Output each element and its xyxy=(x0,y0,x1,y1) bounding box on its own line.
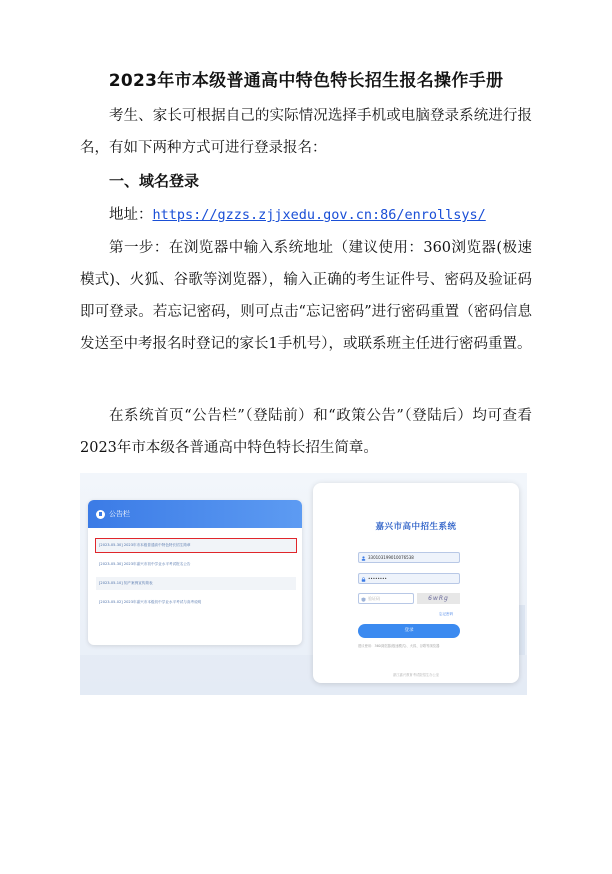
browser-tip: 建议使用：360浏览器(极速模式)、火狐、谷歌等浏览器 xyxy=(358,644,440,648)
address-link[interactable]: https://gzzs.zjjxedu.gov.cn:86/enrollsys/ xyxy=(152,207,486,223)
id-number-field[interactable]: 330103199010076538 xyxy=(358,552,460,563)
login-footer: 浙江嘉兴教育考试院招生办公室 xyxy=(392,673,440,677)
address-line xyxy=(109,199,486,231)
user-icon xyxy=(361,556,366,561)
notice-item[interactable]: [2023-05-10] 知产案例宣传简表 xyxy=(96,577,296,590)
login-system-title: 嘉兴市高中招生系统 xyxy=(375,522,457,532)
intro-paragraph: 考生、家长可根据自己的实际情况选择手机或电脑登录系统进行报名，有如下两种方式可进行登录报名： xyxy=(80,108,532,156)
notice-board-header xyxy=(88,500,302,528)
section-heading-domain-login: 一、域名登录 xyxy=(109,172,200,190)
forgot-password-link[interactable]: 忘记密码 xyxy=(439,612,453,616)
document-title: 2023年市本级普通高中特色特长招生报名操作手册 xyxy=(108,71,504,91)
step1-paragraph: 第一步：在浏览器中输入系统地址（建议使用：360浏览器(极速模式)、火狐、谷歌等浏览器），输入正确的考生证件号、密码及验证码即可登录。若忘记密码，则可点击“忘记密码”进行密码重置（密码信息发送至中考报名时登记的家长1手机号），或联系班主任进行密码重置。 xyxy=(80,240,532,352)
notice-item[interactable]: [2023-05-30] 2023年嘉兴市初中学业水平考试报名公告 xyxy=(99,562,191,566)
shield-icon xyxy=(361,597,366,602)
login-card xyxy=(313,483,519,683)
address-label: 地址： xyxy=(109,207,153,223)
megaphone-icon xyxy=(96,510,105,519)
notice-item[interactable]: [2023-05-30] 2023年市本级普通高中特色特长招生简章 xyxy=(96,539,296,552)
notice-paragraph: 在系统首页“公告栏”（登陆前）和“政策公告”（登陆后）均可查看2023年市本级各普通高中特色特长招生简章。 xyxy=(80,408,532,456)
lock-icon xyxy=(361,577,366,582)
notice-item[interactable]: [2023-05-02] 2023年嘉兴市本级初中学业水平考试与高考说明 xyxy=(99,600,202,604)
notice-board-panel xyxy=(88,500,302,645)
login-page-screenshot xyxy=(80,473,527,695)
notice-board-title: 公告栏 xyxy=(109,510,130,518)
password-field[interactable]: •••••••• xyxy=(358,573,460,584)
captcha-field[interactable]: 验证码 xyxy=(358,593,414,604)
captcha-image[interactable]: 6wRg xyxy=(417,593,460,604)
login-button[interactable]: 登录 xyxy=(358,624,460,638)
